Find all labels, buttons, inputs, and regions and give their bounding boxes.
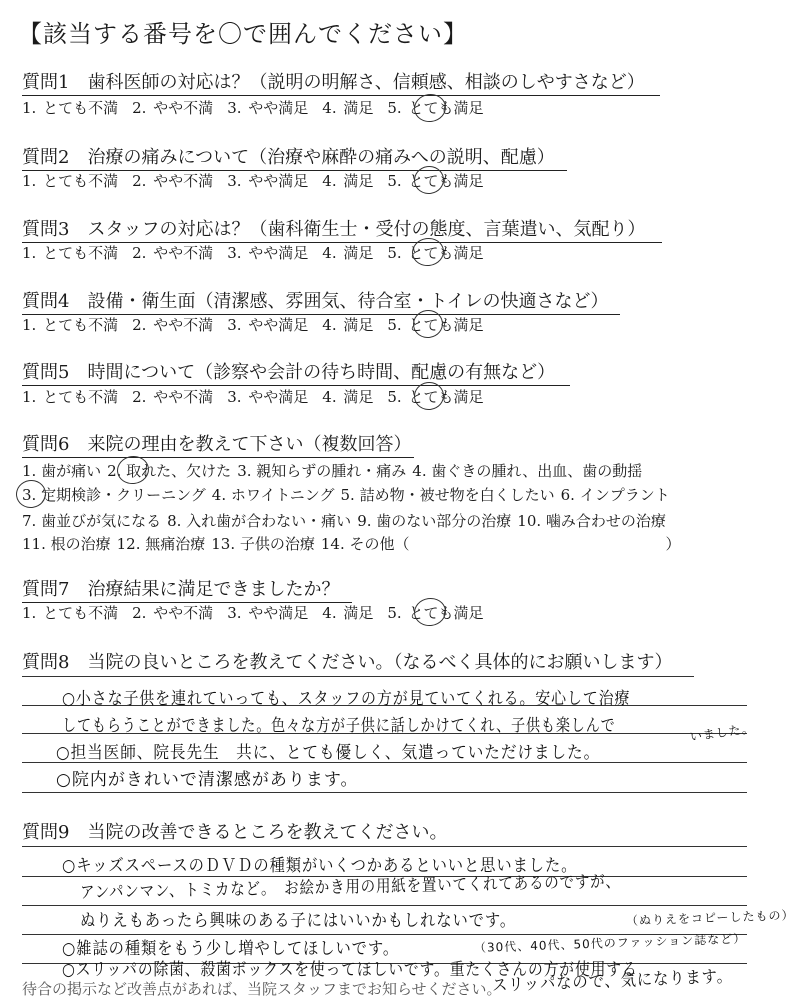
question-label: 質問4 設備・衛生面（清潔感、雰囲気、待合室・トイレの快適さなど） <box>22 287 620 315</box>
answer-circle <box>14 478 48 510</box>
answer-circle <box>115 454 151 486</box>
q6-row-2: 3. 定期検診・クリーニング 4. ホワイトニング 5. 詰め物・被せ物を白くしたい 6. インプラント <box>22 486 670 504</box>
handwritten-answer: ○担当医師、院長先生 共に、とても優しく、気遣っていただけました。 <box>56 743 601 763</box>
footer-text: 待合の掲示など改善点があれば、当院スタッフまでお知らせください。 <box>22 980 502 998</box>
handwritten-note: （ぬりえをコピーしたもの） <box>625 908 795 928</box>
answer-line <box>22 792 747 793</box>
question-label: 質問1 歯科医師の対応は？（説明の明解さ、信頼感、相談のしやすさなど） <box>22 68 660 96</box>
handwritten-answer: ぬりえもあったら興味のある子にはいいかもしれないです。 <box>80 911 517 931</box>
question-label: 質問3 スタッフの対応は？（歯科衛生士・受付の態度、言葉遣い、気配り） <box>22 215 662 243</box>
handwritten-answer: ○スリッパの除菌、殺菌ボックスを使ってほしいです。重たくさんの方が使用する <box>62 960 638 980</box>
answer-options: 1. とても不満 2. やや不満 3. やや満足 4. 満足 5. とても満足 <box>22 172 484 190</box>
answer-options: 1. とても不満 2. やや不満 3. やや満足 4. 満足 5. とても満足 <box>22 316 484 334</box>
handwritten-answer: ○キッズスペースのＤＶＤの種類がいくつかあるといいと思いました。 <box>62 856 578 876</box>
answer-options: 1. とても不満 2. やや不満 3. やや満足 4. 満足 5. とても満足 <box>22 604 484 622</box>
answer-options: 1. とても不満 2. やや不満 3. やや満足 4. 満足 5. とても満足 <box>22 388 484 406</box>
question-label: 質問8 当院の良いところを教えてください。（なるべく具体的にお願いします） <box>22 652 673 673</box>
q6-row-1: 1. 歯が痛い 2. 取れた、欠けた 3. 親知らずの腫れ・痛み 4. 歯ぐきの腫れ、出血、歯の動揺 <box>22 462 643 480</box>
handwritten-answer: してもらうことができました。色々な方が子供に話しかけてくれ、子供も楽しんで <box>62 716 616 736</box>
handwritten-answer: ○雑誌の種類をもう少し増やしてほしいです。 <box>62 939 400 959</box>
question-label: 質問7 治療結果に満足できましたか？ <box>22 575 352 603</box>
answer-options: 1. とても不満 2. やや不満 3. やや満足 4. 満足 5. とても満足 <box>22 244 484 262</box>
page-title: 【該当する番号を〇で囲んでください】 <box>18 20 468 48</box>
q6-row-3: 7. 歯並びが気になる 8. 入れ歯が合わない・痛い 9. 歯のない部分の治療 10. 噛み合わせの治療 <box>22 512 666 530</box>
question-label: 質問9 当院の改善できるところを教えてください。 <box>22 822 448 843</box>
handwritten-answer: ○小さな子供を連れていっても、スタッフの方が見ていてくれる。安心して治療 <box>62 689 631 709</box>
q6-row-4: 11. 根の治療 12. 無痛治療 13. 子供の治療 14. その他（ ） <box>22 535 681 553</box>
answer-options: 1. とても不満 2. やや不満 3. やや満足 4. 満足 5. とても満足 <box>22 99 484 117</box>
handwritten-note: （30代、40代、50代のファッション誌など） <box>473 931 747 955</box>
handwritten-answer: ○院内がきれいで清潔感があります。 <box>56 770 359 790</box>
answer-line <box>22 676 694 677</box>
answer-line <box>22 846 747 847</box>
answer-circle <box>412 596 448 628</box>
question-label: 質問6 来院の理由を教えて下さい（複数回答） <box>22 430 414 458</box>
handwritten-answer: アンパンマン、トミカなど。 お絵かき用の用紙を置いてくれてあるのですが、 <box>79 871 621 903</box>
question-label: 質問2 治療の痛みについて（治療や麻酔の痛みへの説明、配慮） <box>22 143 567 171</box>
handwritten-aside: いました。 <box>689 721 756 744</box>
handwritten-answer: スリッパなので、気になります。 <box>491 966 734 996</box>
question-label: 質問5 時間について（診察や会計の待ち時間、配慮の有無など） <box>22 358 570 386</box>
